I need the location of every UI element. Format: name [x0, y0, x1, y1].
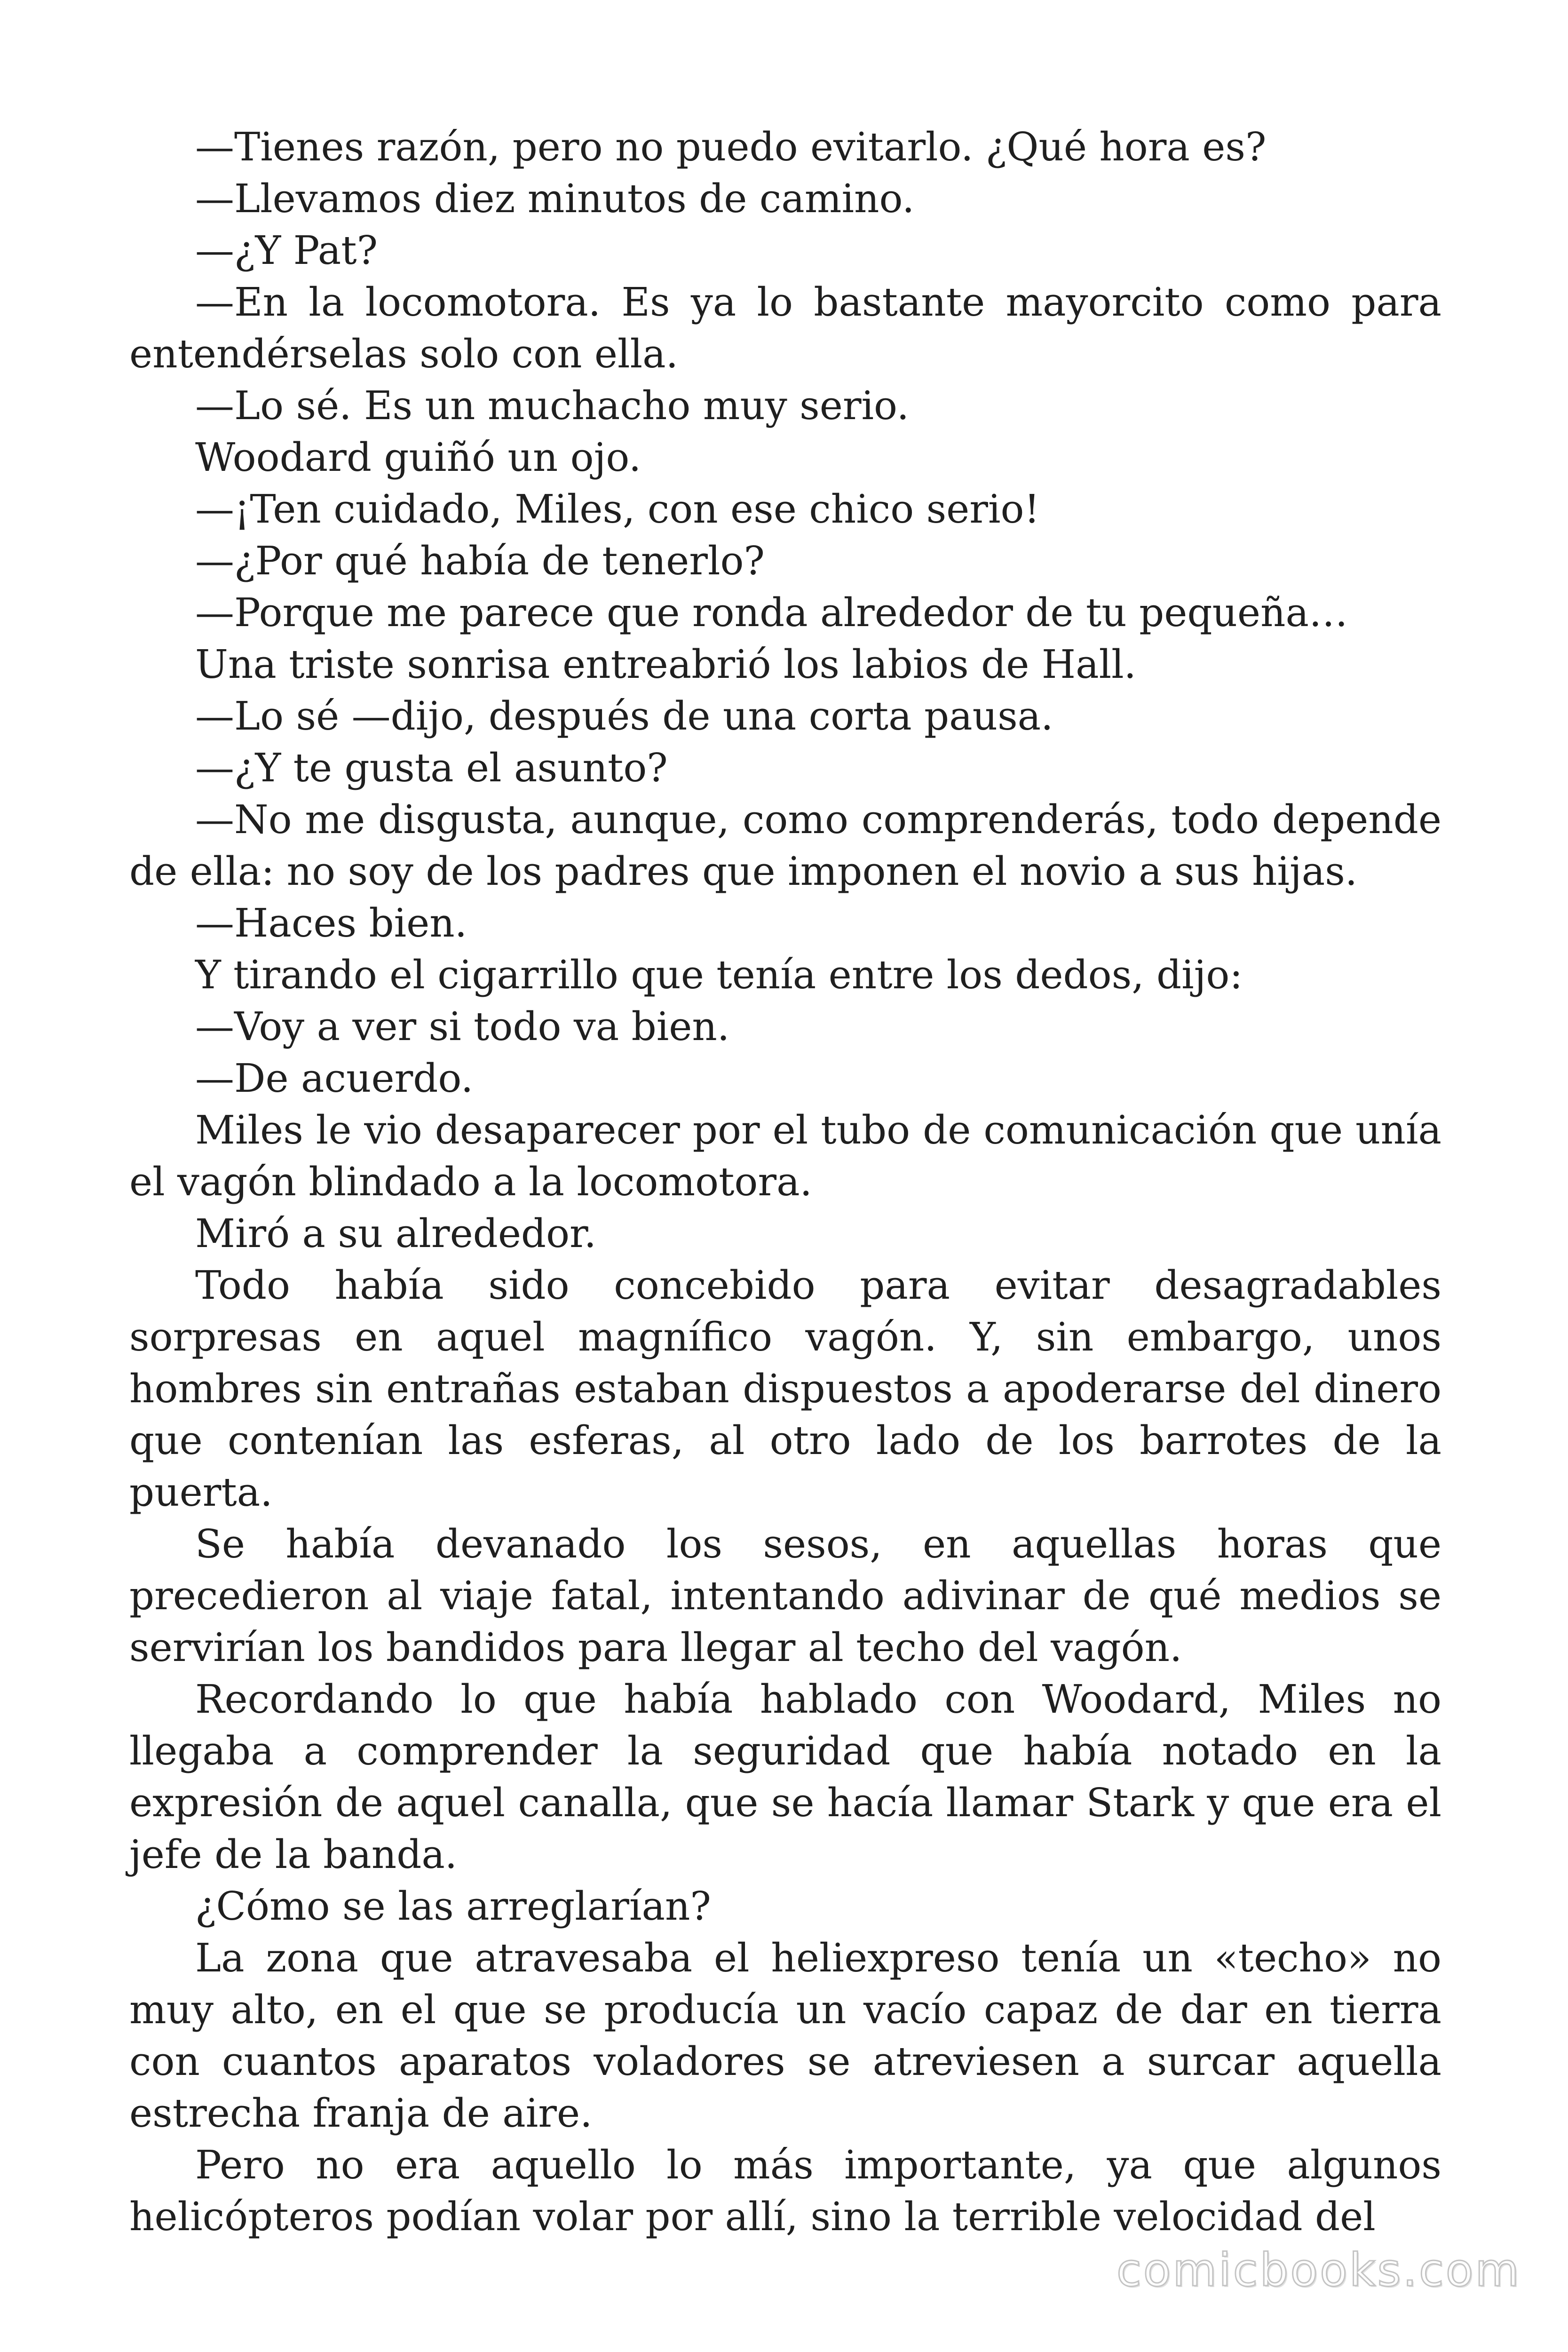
page-body-text — [129, 121, 1441, 2243]
paragraph: —¿Y Pat? — [195, 228, 378, 273]
paragraph: Recordando lo que había hablado con Woodard, Miles no llegaba a comprender la seguridad que había notado en la expresión de aquel canalla, que se hacía llamar Stark y que era el jefe de la banda. — [129, 1677, 1441, 1877]
paragraph: —Lo sé. Es un muchacho muy serio. — [195, 383, 909, 429]
paragraph: —Tienes razón, pero no puedo evitarlo. ¿Qué hora es? — [195, 124, 1267, 170]
paragraph: —¿Y te gusta el asunto? — [195, 745, 668, 791]
paragraph: Se había devanado los sesos, en aquellas horas que precedieron al viaje fatal, intentando adivinar de qué medios se servirían los bandidos para llegar al techo del vagón. — [129, 1521, 1441, 1670]
paragraph: —¿Por qué había de tenerlo? — [195, 538, 765, 584]
paragraph: —No me disgusta, aunque, como comprenderás, todo depende de ella: no soy de los padres que imponen el novio a sus hijas. — [129, 797, 1441, 894]
paragraph: Miró a su alrededor. — [195, 1211, 596, 1256]
paragraph: Pero no era aquello lo más importante, ya que algunos helicópteros podían volar por allí, sino la terrible velocidad del — [129, 2142, 1441, 2240]
paragraph: —De acuerdo. — [195, 1056, 474, 1101]
paragraph: Miles le vio desaparecer por el tubo de comunicación que unía el vagón blindado a la locomotora. — [129, 1107, 1441, 1205]
paragraph: ¿Cómo se las arreglarían? — [195, 1883, 711, 1929]
paragraph: Woodard guiñó un ojo. — [195, 435, 641, 480]
paragraph: Una triste sonrisa entreabrió los labios de Hall. — [195, 642, 1137, 687]
paragraph: —¡Ten cuidado, Miles, con ese chico serio! — [195, 486, 1040, 532]
paragraph: —Voy a ver si todo va bien. — [195, 1004, 730, 1049]
paragraph: —Lo sé —dijo, después de una corta pausa. — [195, 693, 1053, 739]
paragraph: —Porque me parece que ronda alrededor de tu pequeña… — [195, 590, 1348, 636]
paragraph: La zona que atravesaba el heliexpreso tenía un «techo» no muy alto, en el que se producía un vacío capaz de dar en tierra con cuantos aparatos voladores se atreviesen a surcar aquella estrecha franja de aire. — [129, 1935, 1441, 2136]
paragraph: Y tirando el cigarrillo que tenía entre los dedos, dijo: — [195, 952, 1243, 998]
paragraph: —Haces bien. — [195, 900, 467, 946]
paragraph: —Llevamos diez minutos de camino. — [195, 176, 915, 222]
paragraph: Todo había sido concebido para evitar desagradables sorpresas en aquel magnífico vagón. Y, sin embargo, unos hombres sin entrañas estaban dispuestos a apoderarse del dinero que contenían las esferas, al otro lado de los barrotes de la puerta. — [129, 1263, 1441, 1515]
paragraph: —En la locomotora. Es ya lo bastante mayorcito como para entendérselas solo con ella. — [129, 279, 1441, 377]
watermark: comicbooks.com — [1116, 2244, 1521, 2296]
